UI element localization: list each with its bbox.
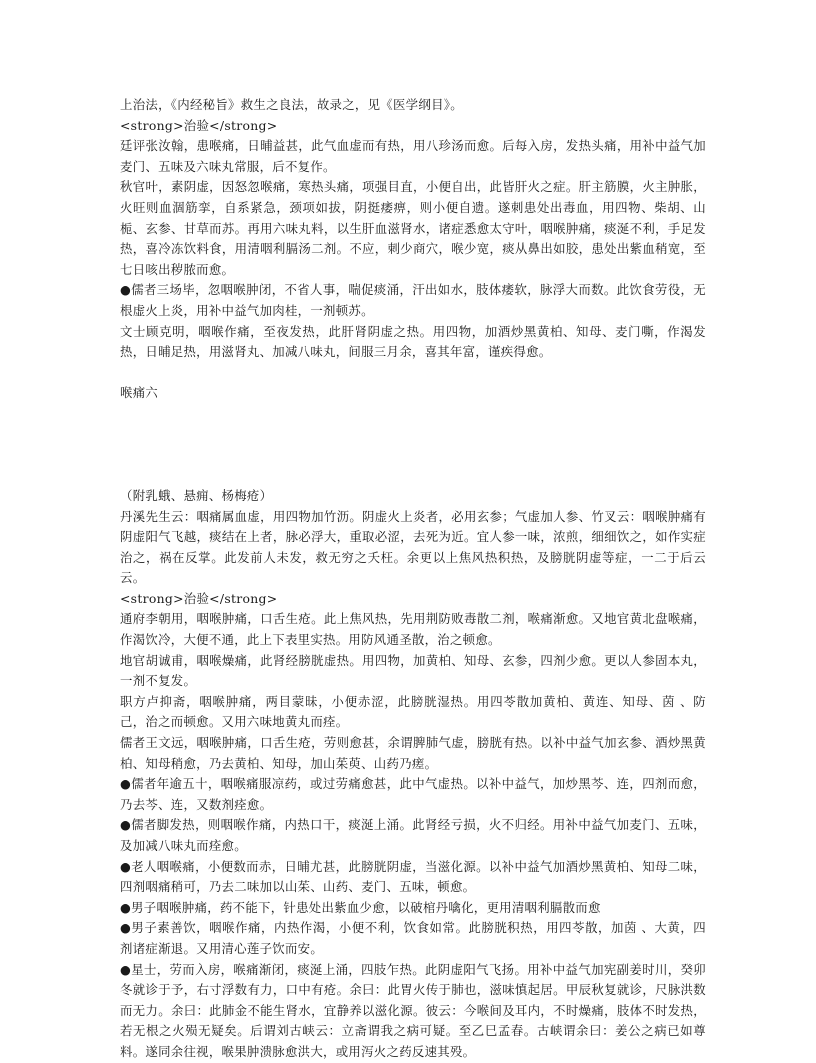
- section-heading: 喉痛六: [120, 385, 159, 401]
- text-paragraph: 秋官叶，素阴虚，因怒忽喉痛，寒热头痛，项强目直，小便自出，此皆肝火之症。肝主筋膜，火主肿胀，火旺则血涸筋挛，自系紧急，颈项如拔，阴挺痿痹，则小便自遗。遂刺患处出毒血，用四物、柴胡、山栀、玄参、甘草而苏。再用六味丸料，以生肝血滋肾水，诸症悉愈太守叶，咽喉肿痛，痰涎不利，手足发热，喜冷冻饮料食，用清咽利膈汤二剂。不应，刺少商穴，喉少宽，痰从鼻出如胶，患处出紫血稍宽，至七日咳出秽脓而愈。: [120, 179, 706, 277]
- text-paragraph: ●星士，劳而入房，喉痛渐闭，痰涎上涌，四肢乍热。此阴虚阳气飞扬。用补中益气加宪副姜时川，癸卯冬就诊于予，右寸浮数有力，口中有疮。余曰：此胃火传于肺也，滋味慎起居。甲辰秋复就诊，尺脉洪数而无力。余曰：此肺金不能生肾水，宜静养以滋化源。彼云：今喉间及耳内，不时燥痛，肢体不时发热，若无根之火殒无疑矣。后谓刘古峡云：立斋谓我之病可疑。至乙巳孟春。古峡谓余曰：姜公之病已如尊料。遂同余往视，喉果肿溃脉愈洪大，或用泻火之药反速其殁。: [120, 961, 706, 1059]
- text-paragraph: ●老人咽喉痛，小便数而赤，日晡尤甚，此膀胱阴虚，当滋化源。以补中益气加酒炒黑黄柏、知母二味，四剂咽痛稍可，乃去二味加以山茱、山药、麦门、五味，顿愈。: [120, 858, 706, 895]
- document-page: [120, 95, 706, 1063]
- case-records-label: <strong>治验</strong>: [120, 117, 278, 133]
- text-paragraph: 职方卢抑斋，咽喉肿痛，两目蒙昧，小便赤涩，此膀胱湿热。用四苓散加黄柏、黄连、知母、茵 、防己，治之而顿愈。又用六味地黄丸而痊。: [120, 693, 706, 730]
- section-subtitle: （附乳蛾、悬痈、杨梅疮）: [120, 487, 273, 503]
- case-records-label: <strong>治验</strong>: [120, 590, 278, 606]
- text-paragraph: ●儒者年逾五十，咽喉痛服凉药，或过劳痛愈甚，此中气虚热。以补中益气，加炒黑芩、连，四剂而愈，乃去芩、连，又数剂痊愈。: [120, 776, 706, 812]
- text-paragraph: ●男子咽喉肿痛，药不能下，针患处出紫血少愈，以破棺丹噙化，更用清咽利膈散而愈: [120, 899, 601, 915]
- text-paragraph: ●儒者脚发热，则咽喉作痛，内热口干，痰涎上涌。此肾经亏损，火不归经。用补中益气加麦门、五味，及加减八味丸而痊愈。: [120, 817, 706, 853]
- spacer: [120, 404, 706, 486]
- text-paragraph: 文士顾克明，咽喉作痛，至夜发热，此肝肾阴虚之热。用四物，加酒炒黑黄柏、知母、麦门嘶，作渴发热，日晡足热，用滋肾丸、加减八味丸，间服三月余，喜其年富，谨疾得愈。: [120, 323, 706, 360]
- text-paragraph: 儒者王文远，咽喉肿痛，口舌生疮，劳则愈甚，余谓脾肺气虚，膀胱有热。以补中益气加玄参、酒炒黑黄柏、知母稍愈，乃去黄柏、知母，加山茱萸、山药乃瘥。: [120, 735, 706, 771]
- text-paragraph: 廷评张汝翰，患喉痛，日晡益甚，此气血虚而有热，用八珍汤而愈。后每入房，发热头痛，用补中益气加麦门、五味及六味丸常服，后不复作。: [120, 138, 706, 174]
- text-paragraph: 上治法，《内经秘旨》救生之良法，故录之，见《医学纲目》。: [120, 97, 463, 112]
- text-paragraph: 通府李朝用，咽喉肿痛，口舌生疮。此上焦风热，先用荆防败毒散二剂，喉痛渐愈。又地官黄北盘喉痛，作渴饮冷，大便不通，此上下表里实热。用防风通圣散，治之顿愈。: [120, 611, 706, 648]
- text-paragraph: ●男子素善饮，咽喉作痛，内热作渴，小便不利，饮食如常。此膀胱积热，用四苓散，加茵 、大黄，四剂诸症渐退。又用清心莲子饮而安。: [120, 920, 706, 956]
- text-paragraph: 丹溪先生云：咽痛属血虚，用四物加竹沥。阴虚火上炎者，必用玄参；气虚加人参、竹叉云：咽喉肿痛有阴虚阳气飞越，痰结在上者，脉必浮大，重取必涩，去死为近。宜人参一味，浓煎，细细饮之，如作实症治之，祸在反掌。此发前人未发，救无穷之夭枉。余更以上焦风热积热，及膀胱阴虚等症，一二于后云云。: [120, 508, 706, 586]
- text-paragraph: ●儒者三场毕，忽咽喉肿闭，不省人事，喘促痰涌，汗出如水，肢体痿软，脉浮大而数。此饮食劳役，无根虚火上炎，用补中益气加肉桂，一剂顿苏。: [120, 282, 706, 318]
- text-paragraph: 地官胡诚甫，咽喉燥痛，此肾经膀胱虚热。用四物，加黄柏、知母、玄参，四剂少愈。更以人参固本丸，一剂不复发。: [120, 652, 706, 689]
- spacer: [120, 363, 706, 384]
